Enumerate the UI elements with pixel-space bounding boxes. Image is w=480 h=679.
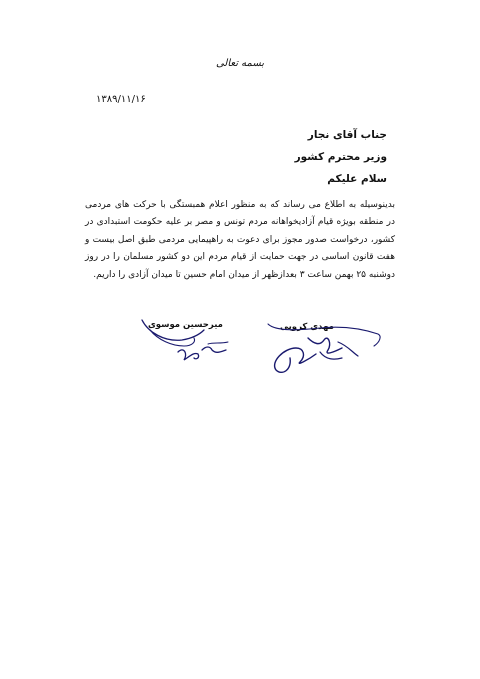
recipient-title: وزیر محترم کشور xyxy=(294,151,387,163)
letter-body: بدینوسیله به اطلاع می رساند که به منظور اعلام همبستگی با حرکت های مردمی در منطقه بویژه قیام آزادیخواهانه مردم تونس و مصر بر علیه حکومت استبدادی در کشور، درخواست صدور مجوز برای دعوت به راهپیمایی مردمی طبق اصل بیست و هفت قانون اساسی در جهت حمایت از قیام مردم این دو کشور مسلمان را در روز دوشنبه ۲۵ بهمن ساعت ۳ بعدازظهر از میدان امام حسین تا میدان آزادی را داریم. xyxy=(85,200,395,280)
signature-karroubi xyxy=(262,322,384,378)
greeting: سلام علیکم xyxy=(327,173,387,185)
letter-address xyxy=(295,124,387,190)
signatory-name-karroubi: مهدی کروبی xyxy=(280,322,334,332)
signature-mousavi xyxy=(138,316,233,364)
letter-heading: بسمه تعالی xyxy=(215,58,265,69)
letter-date: ۱۳۸۹/۱۱/۱۶ xyxy=(96,94,146,105)
signatory-name-mousavi: میرحسین موسوی xyxy=(148,320,223,330)
recipient-name: جناب آقای نجار xyxy=(307,129,387,141)
